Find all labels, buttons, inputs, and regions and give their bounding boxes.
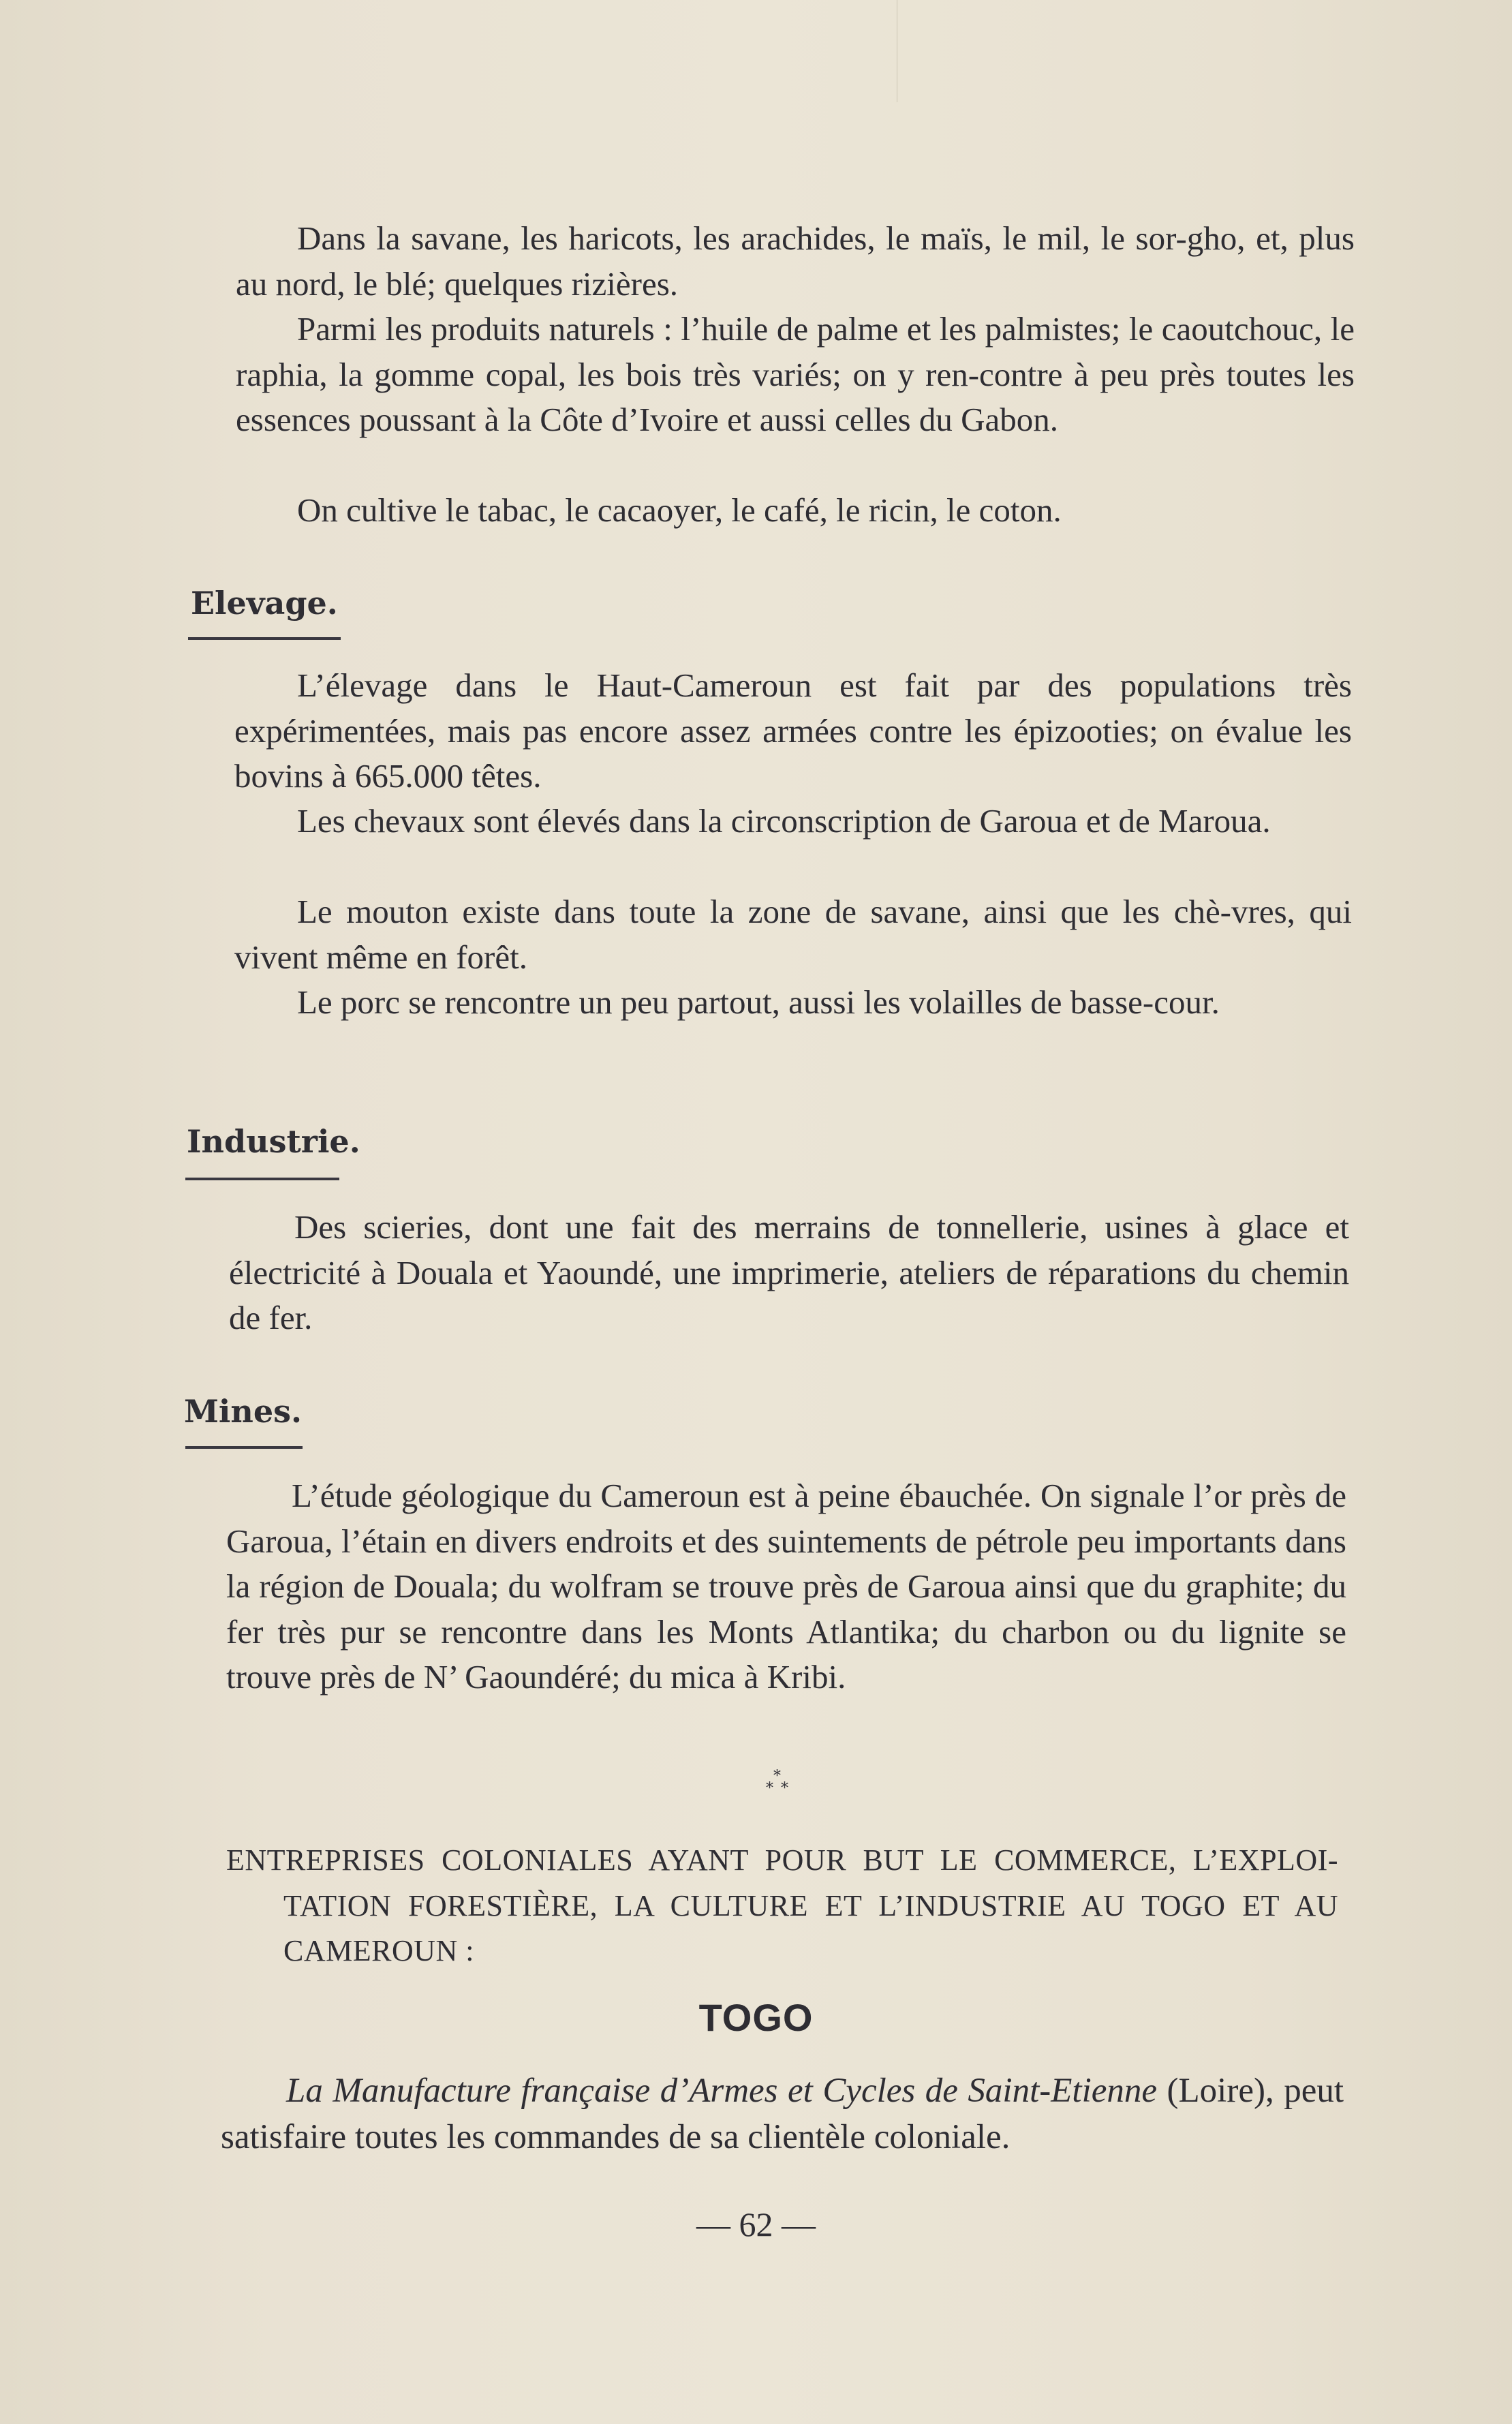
paragraph-industrie: Des scieries, dont une fait des merrains de tonnellerie, usines à glace et électricité à Douala et Yaoundé, une imprimerie, ateliers de réparations du chemin de fer. xyxy=(229,1208,1349,1336)
paragraph-mines: L’étude géologique du Cameroun est à peine ébauchée. On signale l’or près de Garoua, l’étain en divers endroits et des suintements de pétrole peu importants dans la région de Douala; du wolfram se trouve près de Garoua ainsi que du graphite; du fer très pur se rencontre dans les Monts Atlantika; du charbon ou du lignite se trouve près de N’ Gaoundéré; du mica à Kribi. xyxy=(226,1477,1346,1696)
paragraph-elevage-sheep: Le mouton existe dans toute la zone de savane, ainsi que les chè-vres, qui vivent même en forêt. xyxy=(234,893,1352,976)
manufacture-description: (Loire), peut satisfaire toutes les commandes de sa clientèle coloniale. xyxy=(221,2072,1344,2156)
paragraph-elevage-cattle: L’élevage dans le Haut-Cameroun est fait par des populations très expérimentées, mais pas encore assez armées contre les épizooties; on évalue les bovins à 665.000 têtes. xyxy=(234,666,1352,795)
heading-mines: Mines. xyxy=(184,1393,303,1430)
heading-industrie: Industrie. xyxy=(187,1123,360,1160)
manufacture-name: La Manufacture française d’Armes et Cycles de Saint-Etienne xyxy=(286,2072,1158,2110)
paragraph-togo-manufacture xyxy=(221,2068,1344,2160)
heading-industrie-underline xyxy=(185,1178,339,1180)
heading-elevage: Elevage. xyxy=(191,585,338,622)
asterism-top: * xyxy=(773,1768,782,1785)
heading-entreprises-coloniales: ENTREPRISES COLONIALES AYANT POUR BUT LE COMMERCE, L’EXPLOI-TATION FORESTIÈRE, LA CULTURE ET L’INDUSTRIE AU TOGO ET AU CAMEROUN : xyxy=(226,1843,1338,1967)
page-number: — 62 — xyxy=(696,2205,816,2243)
paragraph-cultivation: On cultive le tabac, le cacaoyer, le café, le ricin, le coton. xyxy=(297,491,1062,529)
heading-mines-underline xyxy=(185,1446,303,1449)
paragraph-natural-products: Parmi les produits naturels : l’huile de palme et les palmistes; le caoutchouc, le raphia, la gomme copal, les bois très variés; on y ren-contre à peu près toutes les essences poussant à la Côte d’Ivoire et aussi celles du Gabon. xyxy=(236,310,1355,438)
paragraph-crops-savanna: Dans la savane, les haricots, les arachides, le maïs, le mil, le sor-gho, et, plus au nord, le blé; quelques rizières. xyxy=(236,219,1355,303)
heading-elevage-underline xyxy=(188,637,341,640)
asterism-bottom: * * xyxy=(766,1780,790,1797)
paragraph-elevage-pigs: Le porc se rencontre un peu partout, aussi les volailles de basse-cour. xyxy=(297,983,1220,1021)
paragraph-elevage-horses: Les chevaux sont élevés dans la circonscription de Garoua et de Maroua. xyxy=(297,802,1271,840)
section-title-togo: TOGO xyxy=(698,1996,814,2039)
separator-asterism xyxy=(766,1770,790,1795)
